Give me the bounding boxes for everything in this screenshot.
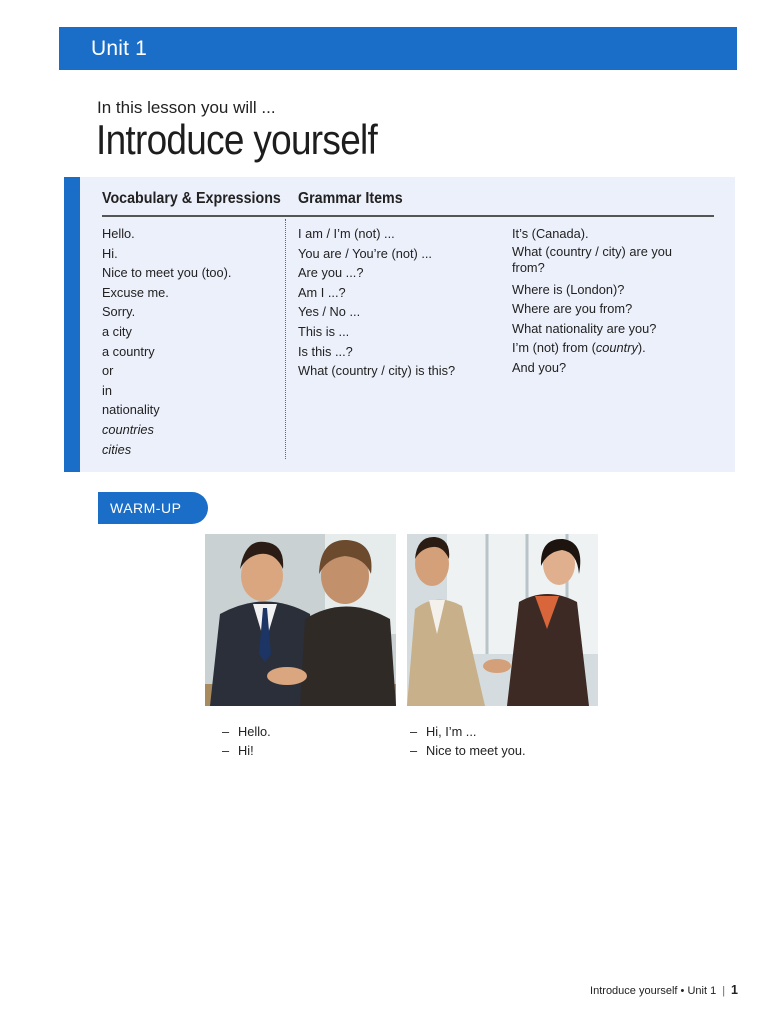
dialog-right [410,722,526,760]
vocabulary-grammar-panel [64,177,735,472]
list-item: a country [102,343,155,359]
list-item: What nationality are you? [512,320,657,336]
list-item: You are / You’re (not) ... [298,245,432,261]
list-item: Is this ...? [298,343,353,359]
dialog-line [222,741,271,760]
list-item: cities [102,441,132,457]
list-item: Yes / No ... [298,304,361,320]
dialog-text: Hi, I’m ... [426,724,477,739]
dialog-left [222,722,271,760]
list-item: This is ... [298,323,350,339]
dash: – [222,724,230,739]
dialog-line [222,722,271,741]
item-text: ). [637,340,646,356]
panel-accent-bar [64,177,80,472]
list-item: What (country / city) are you from? [512,243,673,276]
vocab-list [102,224,282,459]
page-footer [590,983,738,997]
vocab-heading: Vocabulary & Expressions [102,190,281,207]
list-item: Hello. [102,226,135,241]
list-item: nationality [102,402,160,418]
list-item: I am / I’m (not) ... [298,226,395,241]
heading-divider [102,215,714,217]
list-item: What (country / city) is this? [298,363,456,379]
grammar-heading: Grammar Items [298,190,403,207]
list-item: Am I ...? [298,284,346,300]
list-item: Nice to meet you (too). [102,265,232,281]
photo-handshake-office [205,534,396,706]
dash: – [410,724,418,739]
warmup-tab [98,492,208,524]
list-item: Where are you from? [512,301,633,317]
page-number: 1 [731,983,738,997]
dialog-text: Nice to meet you. [426,743,526,758]
list-item [512,338,707,358]
column-divider [285,219,286,459]
list-item: Are you ...? [298,265,364,281]
list-item: It’s (Canada). [512,226,589,241]
lesson-title: Introduce yourself [96,116,378,163]
lesson-intro: In this lesson you will ... [97,98,276,117]
list-item: or [102,363,114,379]
dash: – [222,743,230,758]
list-item: Hi. [102,245,118,261]
list-item: Where is (London)? [512,281,625,297]
item-text: I’m (not) from ( [512,340,596,356]
footer-separator: | [722,985,726,997]
list-item: Excuse me. [102,284,169,300]
list-item: Sorry. [102,304,136,320]
list-item: a city [102,323,132,339]
grammar-list-2 [512,224,707,378]
grammar-list-1 [298,224,498,381]
list-item: And you? [512,359,567,375]
list-item: in [102,382,112,398]
dialog-line [410,722,526,741]
photo-handshake-lobby [407,534,598,706]
dash: – [410,743,418,758]
dialog-text: Hi! [238,743,254,758]
dialog-text: Hello. [238,724,271,739]
warmup-label: WARM-UP [110,500,182,516]
unit-label: Unit 1 [91,37,148,60]
item-text-italic: country [595,340,638,356]
footer-text: Introduce yourself • Unit 1 [590,985,717,997]
dialog-line [410,741,526,760]
unit-header-bar [59,27,737,70]
list-item: countries [102,421,154,437]
